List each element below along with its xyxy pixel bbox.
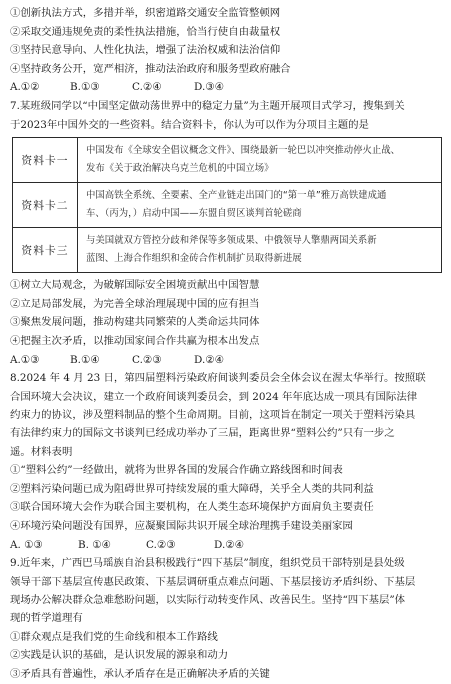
q6-choice-d: D.③④ [194, 81, 224, 94]
q8-choices [10, 536, 443, 555]
q9-option-1: ①群众观点是我们党的生命线和根本工作路线 [10, 630, 218, 643]
q9-option-2: ②实践是认识的基础，是认识发展的源泉和动力 [10, 649, 229, 662]
q7-option-1: ①树立大局观念，为破解国际安全困境贡献出中国智慧 [10, 279, 260, 292]
q8-choice-c: C.②③ [146, 538, 176, 551]
material-card-label: 资料卡三 [13, 228, 78, 273]
material-card-line: 蓝图、上海合作组织和金砖合作机制扩员取得新进展 [86, 253, 302, 265]
q8-stem-line-1: 8.2024 年 4 月 23 日，第四届塑料污染政府间谈判委员会全体会议在渥太华举行。按照联 [10, 372, 426, 385]
q9-stem-line-2: 领导干部下基层宣传惠民政策、下基层调研重点难点问题、下基层接访矛盾纠纷、下基层 [10, 575, 416, 588]
q7-choices [10, 351, 443, 370]
q8-choice-d: D.②④ [214, 538, 244, 551]
material-card-2 [13, 183, 442, 228]
q6-option-1: ①创新执法方式，多措并举，织密道路交通安全监管整顿网 [10, 7, 281, 19]
material-card-line: 中国发布《全球安全倡议概念文件》、围绕最新一轮巴以冲突推动停火止战、 [86, 145, 401, 157]
q8-choice-b: B. ①④ [78, 538, 111, 551]
q8-stem-line-4: 有法律约束力的国际文书谈判已经成功举办了三届，距离世界“塑料公约”只有一步之 [10, 427, 395, 440]
q8-option-3: ③联合国环境大会作为联合国主要机构，在人类生态环境保护方面肩负主要责任 [10, 501, 374, 514]
q8-choice-a: A. ①③ [10, 538, 43, 551]
q6-option-4: ④坚持政务公开，宽严相济，推动法治政府和服务型政府融合 [10, 62, 291, 75]
q8-stem-line-2: 合国环境大会决议，建立一个政府间谈判委员会，到 2024 年年底达成一项具有国际法律 [10, 390, 418, 403]
q9-option-3: ③矛盾具有普遍性，承认矛盾存在是正确解决矛盾的关键 [10, 667, 270, 680]
q9-stem-line-3: 现场办公解决群众急难愁盼问题，以实际行动转变作风、改善民生。坚持“四下基层”体 [10, 593, 406, 606]
material-card-text [78, 183, 442, 228]
q8-option-2: ②塑料污染问题已成为阻碍世界可持续发展的重大障碍，关乎全人类的共同利益 [10, 482, 374, 495]
q6-option-2: ②采取交通违规免责的柔性执法措施，恰当行使自由裁量权 [10, 25, 281, 38]
q7-option-2: ②立足局部发展，为完善全球治理展现中国的应有担当 [10, 297, 260, 310]
material-card-line: 发布《关于政治解决乌克兰危机的中国立场》 [86, 163, 274, 175]
q8-stem-line-3: 约束力的协议，涉及塑料制品的整个生命周期。目前，这项旨在制定一项关于塑料污染具 [10, 408, 416, 421]
q6-choice-b: B.①③ [70, 81, 100, 94]
q8-stem-line-5: 遥。材料表明 [10, 445, 73, 458]
q7-stem-line-1: 7.某班级同学以“中国坚定做动荡世界中的稳定力量”为主题开展项目式学习，搜集到关 [10, 99, 405, 112]
material-card-3 [13, 228, 442, 273]
material-card-1 [13, 138, 442, 183]
material-card-label: 资料卡一 [13, 138, 78, 183]
q9-stem-line-1: 9.近年来，广西巴马瑶族自治县积极践行“四下基层”制度，组织党员干部特别是县处级 [10, 557, 405, 570]
q7-choice-b: B.①④ [70, 353, 100, 366]
q6-choices [10, 78, 443, 97]
q8-option-1: ①“塑料公约”一经做出，就将为世界各国的发展合作确立路线图和时间表 [10, 464, 343, 477]
q7-option-4: ④把握主次矛盾，以推动国家间合作共赢为根本出发点 [10, 334, 260, 347]
material-card-label: 资料卡二 [13, 183, 78, 228]
material-card-line: 中国高铁全系统、全要素、全产业链走出国门的“第一单”雅万高铁建成通 [86, 190, 387, 202]
material-card-line: 车、（丙为，）启动中国——东盟自贸区谈判首轮磋商 [86, 208, 302, 220]
q7-material-cards [12, 137, 442, 273]
q7-choice-d: D.②④ [194, 353, 224, 366]
q7-option-3: ③聚焦发展问题，推动构建共同繁荣的人类命运共同体 [10, 316, 260, 329]
material-card-line: 与美国就双方管控分歧和斧保等多领成果、中俄领导人擎鼎两国关系新 [86, 235, 377, 247]
q6-choice-c: C.②④ [132, 81, 162, 94]
q7-choice-c: C.②③ [132, 353, 162, 366]
q9-stem-line-4: 现的哲学道理有 [10, 612, 83, 625]
q7-choice-a: A.①③ [10, 353, 40, 366]
q6-choice-a: A.①② [10, 81, 40, 94]
q6-option-3: ③坚持民意导向、人性化执法，增强了法治权威和法治信仰 [10, 44, 281, 57]
q8-option-4: ④环境污染问题没有国界，应凝聚国际共识开展全球治理携手建设美丽家园 [10, 519, 353, 532]
material-card-text [78, 138, 442, 183]
q7-stem-line-2: 于2023年中国外交的一些资料。结合资料卡，你认为可以作为分项目主题的是 [10, 118, 369, 131]
material-card-text [78, 228, 442, 273]
